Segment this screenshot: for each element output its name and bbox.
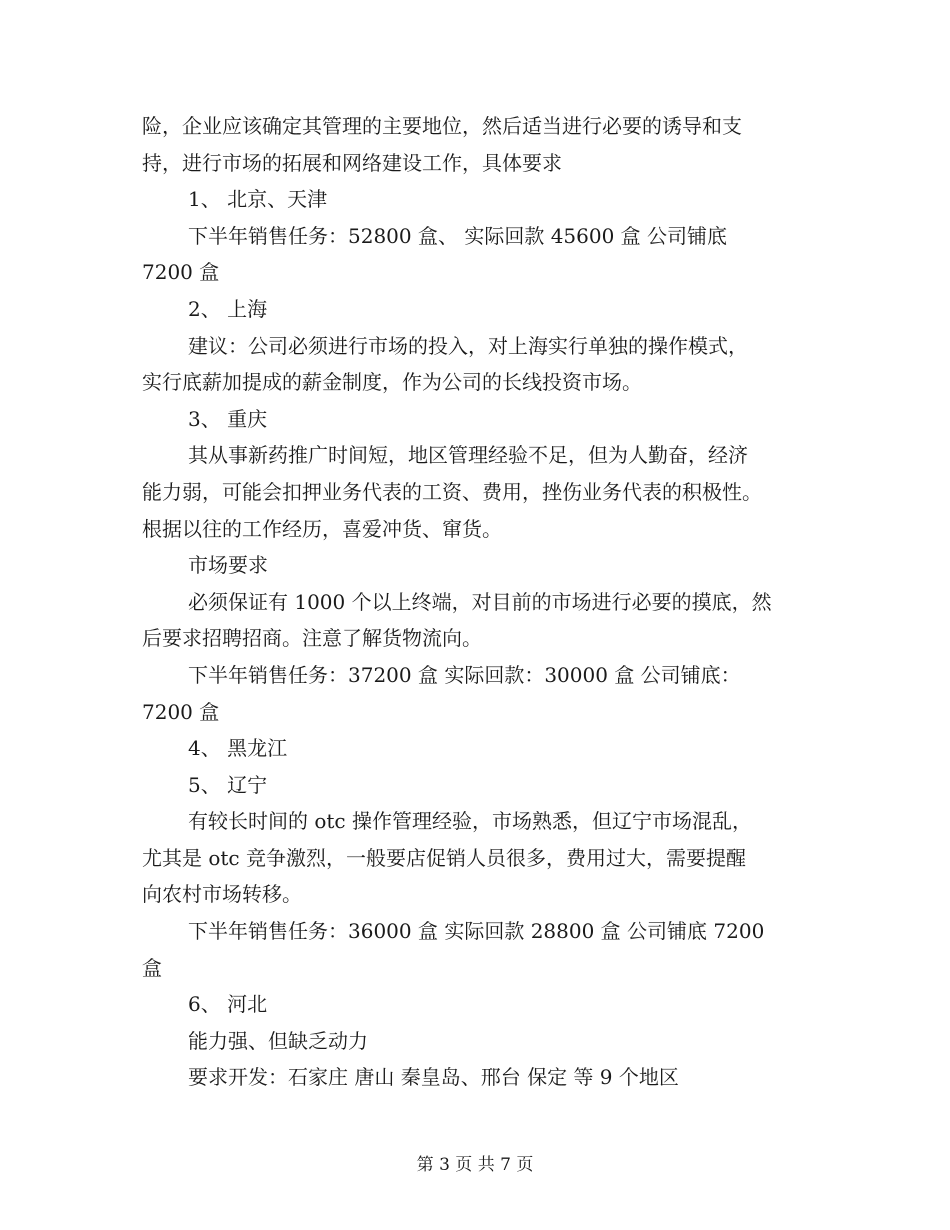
- text-line: 7200 盒: [142, 699, 220, 724]
- text-line: 险，企业应该确定其管理的主要地位，然后适当进行必要的诱导和支: [142, 114, 742, 138]
- text-line: 有较长时间的 otc 操作管理经验，市场熟悉，但辽宁市场混乱，: [188, 809, 752, 834]
- section-heading-liaoning: 5、 辽宁: [188, 772, 268, 797]
- text-line: 实行底薪加提成的薪金制度，作为公司的长线投资市场。: [142, 370, 642, 395]
- section-heading-hebei: 6、 河北: [188, 992, 268, 1017]
- subheading-market-requirements: 市场要求: [188, 553, 268, 578]
- page-number-footer: 第 3 页 共 7 页: [416, 1155, 534, 1175]
- text-line: 必须保证有 1000 个以上终端，对目前的市场进行必要的摸底，然: [188, 589, 772, 614]
- text-line: 要求开发：石家庄 唐山 秦皇岛、邢台 保定 等 9 个地区: [188, 1065, 679, 1090]
- section-heading-shanghai: 2、 上海: [188, 296, 268, 321]
- page-body: [142, 108, 810, 1096]
- text-line: 盒: [142, 955, 162, 980]
- text-line: 尤其是 otc 竞争激烈，一般要店促销人员很多，费用过大，需要提醒: [142, 845, 746, 870]
- text-line: 持，进行市场的拓展和网络建设工作，具体要求: [142, 150, 562, 175]
- sales-target-line: 下半年销售任务：37200 盒 实际回款：30000 盒 公司铺底：: [188, 662, 741, 687]
- sales-target-line: 下半年销售任务：36000 盒 实际回款 28800 盒 公司铺底 7200: [188, 919, 765, 944]
- section-heading-heilongjiang: 4、 黑龙江: [188, 736, 288, 761]
- text-line: 能力弱，可能会扣押业务代表的工资、费用，挫伤业务代表的积极性。: [142, 479, 762, 504]
- text-line: 后要求招聘招商。注意了解货物流向。: [142, 626, 482, 651]
- section-heading-chongqing: 3、 重庆: [188, 406, 268, 431]
- text-line: 其从事新药推广时间短，地区管理经验不足，但为人勤奋，经济: [188, 443, 748, 468]
- section-heading-beijing-tianjin: 1、 北京、天津: [188, 187, 328, 212]
- text-line: 建议：公司必须进行市场的投入，对上海实行单独的操作模式，: [188, 333, 748, 358]
- text-line: 向农村市场转移。: [142, 882, 302, 907]
- text-line: 7200 盒: [142, 260, 220, 285]
- text-line: 能力强、但缺乏动力: [188, 1028, 368, 1053]
- text-line: 根据以往的工作经历，喜爱冲货、窜货。: [142, 516, 502, 541]
- sales-target-line: 下半年销售任务：52800 盒、 实际回款 45600 盒 公司铺底: [188, 223, 728, 248]
